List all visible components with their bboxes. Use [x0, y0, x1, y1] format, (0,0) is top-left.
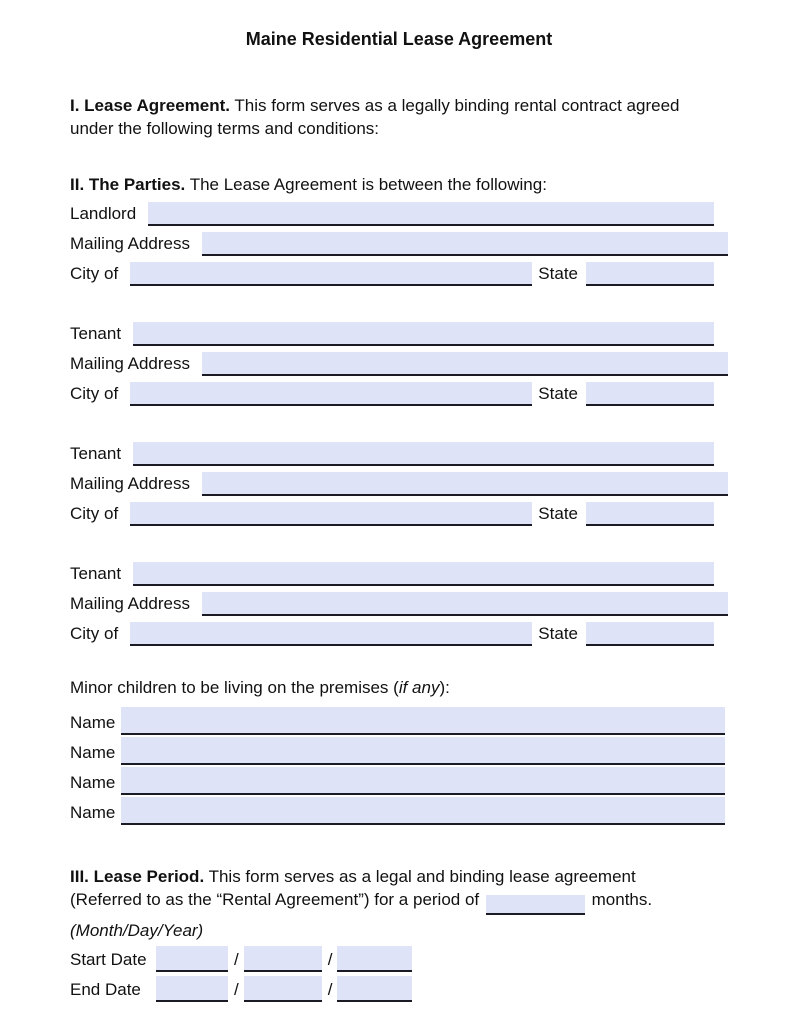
- section2-heading-rest: The Lease Agreement is between the following:: [189, 175, 547, 194]
- section3-period-prefix: (Referred to as the “Rental Agreement”) for a period of: [70, 890, 480, 909]
- landlord-label: Landlord: [70, 204, 137, 223]
- tenant-1-name-input[interactable]: [133, 322, 714, 346]
- end-date-year-input[interactable]: [337, 976, 412, 1002]
- tenant-1-name-row: [70, 316, 728, 346]
- tenant-2-mailing-address-input[interactable]: [202, 472, 728, 496]
- tenant-3-mailing-label: Mailing Address: [70, 594, 191, 613]
- tenant-3-city-state-row: [70, 616, 728, 646]
- tenant-2-name-input[interactable]: [133, 442, 714, 466]
- tenant-2-state-label: State: [538, 504, 578, 523]
- minor-children-list: [70, 705, 728, 825]
- start-date-row: [70, 942, 728, 972]
- minor-child-name-4-input[interactable]: [121, 797, 725, 825]
- start-date-year-input[interactable]: [337, 946, 412, 972]
- tenant-2-state-input[interactable]: [586, 502, 714, 526]
- minor-child-name-2-label: Name: [70, 743, 116, 762]
- landlord-state-label: State: [538, 264, 578, 283]
- tenant-3-name-input[interactable]: [133, 562, 714, 586]
- tenant-1-state-input[interactable]: [586, 382, 714, 406]
- party-block-tenant-1: [70, 316, 728, 406]
- section3-text: This form serves as a legal and binding lease agreement: [208, 867, 636, 886]
- start-date-label: Start Date: [70, 949, 147, 969]
- minor-children-heading: [70, 676, 728, 699]
- minor-child-name-3-input[interactable]: [121, 767, 725, 795]
- tenant-2-label: Tenant: [70, 444, 122, 463]
- tenant-2-mailing-label: Mailing Address: [70, 474, 191, 493]
- minor-child-row-3: [70, 765, 728, 795]
- minor-children-text-prefix: Minor children to be living on the premises (: [70, 678, 399, 697]
- tenant-3-mailing-row: [70, 586, 728, 616]
- minor-child-name-1-input[interactable]: [121, 707, 725, 735]
- end-date-separator-1: /: [234, 979, 239, 999]
- tenant-1-city-input[interactable]: [130, 382, 532, 406]
- section1-line2: under the following terms and conditions:: [70, 119, 380, 138]
- section3-line1: [70, 865, 728, 888]
- tenant-1-state-label: State: [538, 384, 578, 403]
- tenant-2-mailing-row: [70, 466, 728, 496]
- end-date-separator-2: /: [327, 979, 333, 999]
- minor-child-row-4: [70, 795, 728, 825]
- tenant-3-mailing-address-input[interactable]: [202, 592, 728, 616]
- section3-period-suffix: months.: [591, 890, 653, 909]
- landlord-name-row: [70, 196, 728, 226]
- party-block-landlord: [70, 196, 728, 286]
- tenant-3-city-label: City of: [70, 624, 119, 643]
- page-title: Maine Residential Lease Agreement: [245, 29, 553, 49]
- landlord-mailing-row: [70, 226, 728, 256]
- tenant-1-label: Tenant: [70, 324, 122, 343]
- landlord-state-input[interactable]: [586, 262, 714, 286]
- start-date-separator-1: /: [234, 949, 239, 969]
- date-format-note-text: (Month/Day/Year): [70, 920, 204, 940]
- tenant-1-mailing-label: Mailing Address: [70, 354, 191, 373]
- tenant-1-mailing-address-input[interactable]: [202, 352, 728, 376]
- landlord-city-label: City of: [70, 264, 119, 283]
- start-date-separator-2: /: [327, 949, 333, 969]
- minor-child-row-1: [70, 705, 728, 735]
- section1-heading: I. Lease Agreement.: [70, 96, 230, 115]
- minor-child-name-2-input[interactable]: [121, 737, 725, 765]
- tenant-3-label: Tenant: [70, 564, 122, 583]
- tenant-2-city-state-row: [70, 496, 728, 526]
- tenant-3-state-input[interactable]: [586, 622, 714, 646]
- tenant-1-mailing-row: [70, 346, 728, 376]
- section1-line1: [70, 94, 728, 117]
- tenant-1-city-label: City of: [70, 384, 119, 403]
- tenant-3-city-input[interactable]: [130, 622, 532, 646]
- landlord-name-input[interactable]: [148, 202, 714, 226]
- landlord-mailing-label: Mailing Address: [70, 234, 191, 253]
- start-date-month-input[interactable]: [156, 946, 228, 972]
- tenant-2-city-label: City of: [70, 504, 119, 523]
- minor-children-text-italic: if any: [398, 678, 440, 697]
- end-date-row: [70, 972, 728, 1002]
- section-parties-heading: [70, 173, 728, 196]
- end-date-label: End Date: [70, 979, 141, 999]
- party-block-tenant-2: [70, 436, 728, 526]
- section3-line2: [70, 888, 728, 915]
- landlord-city-state-row: [70, 256, 728, 286]
- section2-heading: II. The Parties.: [70, 175, 186, 194]
- end-date-month-input[interactable]: [156, 976, 228, 1002]
- end-date-day-input[interactable]: [244, 976, 322, 1002]
- date-format-note: [70, 919, 728, 942]
- start-date-day-input[interactable]: [244, 946, 322, 972]
- section1-text: This form serves as a legally binding rental contract agreed: [234, 96, 680, 115]
- minor-child-name-3-label: Name: [70, 773, 116, 792]
- minor-children-text-suffix: ):: [439, 678, 450, 697]
- minor-child-row-2: [70, 735, 728, 765]
- tenant-1-city-state-row: [70, 376, 728, 406]
- landlord-city-input[interactable]: [130, 262, 532, 286]
- section3-heading: III. Lease Period.: [70, 867, 205, 886]
- party-block-tenant-3: [70, 556, 728, 646]
- landlord-mailing-address-input[interactable]: [202, 232, 728, 256]
- tenant-3-state-label: State: [538, 624, 578, 643]
- tenant-3-name-row: [70, 556, 728, 586]
- section-lease-agreement: [70, 94, 728, 140]
- tenant-2-city-input[interactable]: [130, 502, 532, 526]
- section-lease-period: [70, 865, 728, 915]
- lease-period-months-input[interactable]: [486, 895, 585, 915]
- tenant-2-name-row: [70, 436, 728, 466]
- minor-child-name-4-label: Name: [70, 803, 116, 822]
- minor-child-name-1-label: Name: [70, 713, 116, 732]
